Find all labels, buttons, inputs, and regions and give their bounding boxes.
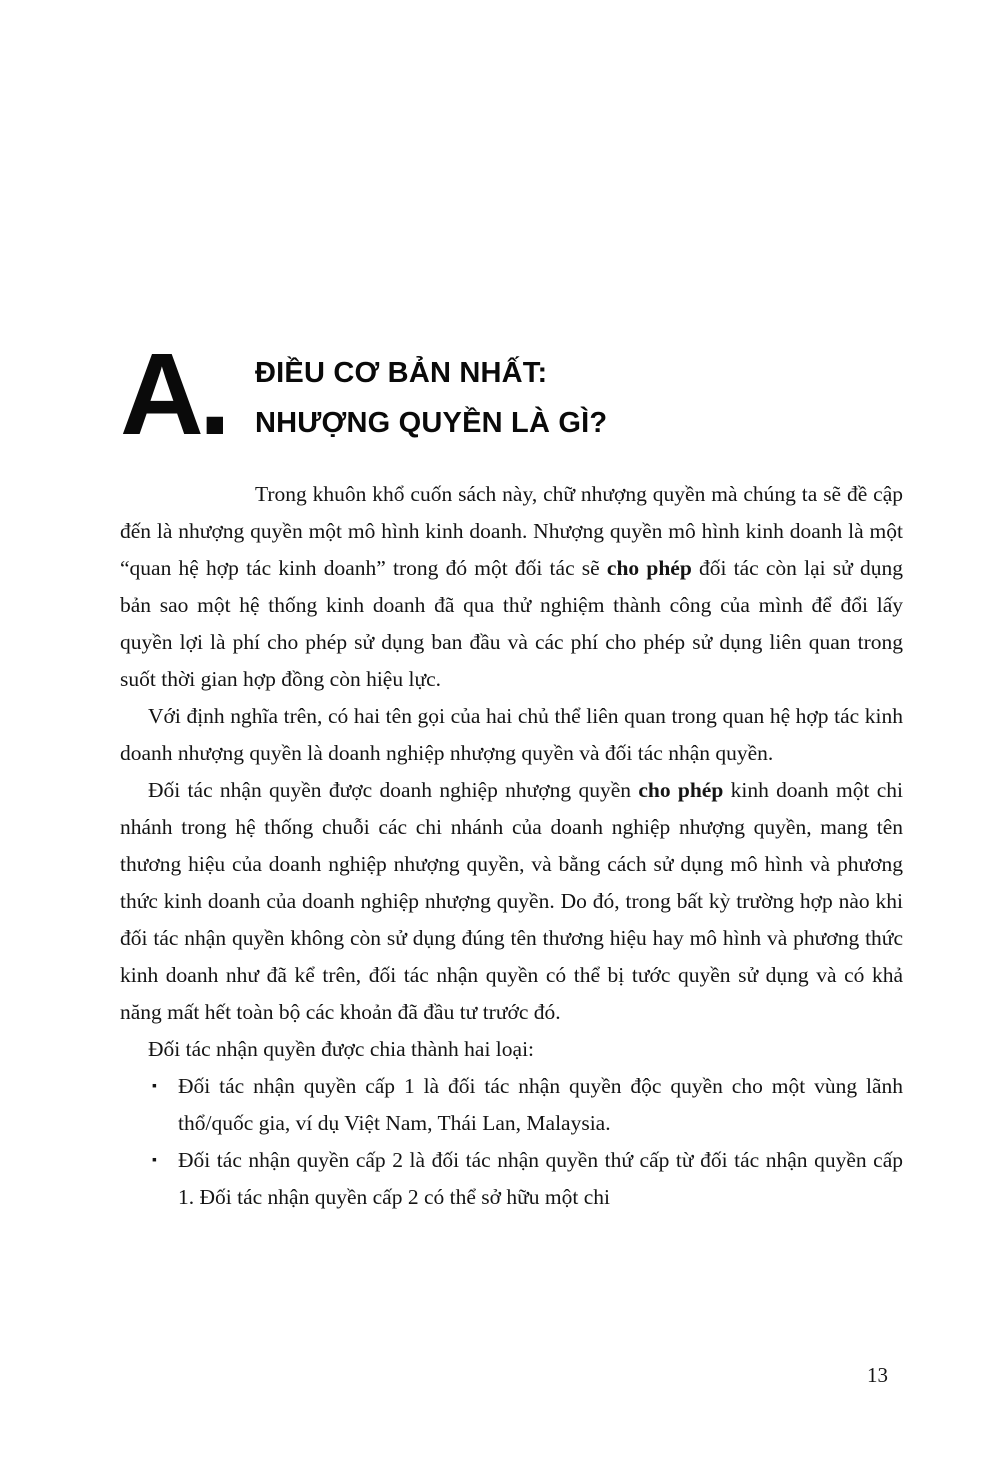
chapter-title-line-1: ĐIỀU CƠ BẢN NHẤT: xyxy=(255,357,548,389)
paragraph-text: Đối tác nhận quyền được doanh nghiệp nhượng quyền xyxy=(148,778,639,802)
list-item xyxy=(120,1142,903,1216)
page-number: 13 xyxy=(867,1363,888,1387)
paragraph-2: Với định nghĩa trên, có hai tên gọi của hai chủ thể liên quan trong quan hệ hợp tác kinh doanh nhượng quyền là doanh nghiệp nhượng quyền và đối tác nhận quyền. xyxy=(120,704,903,765)
chapter-title xyxy=(255,338,607,448)
chapter-title-line-2: NHƯỢNG QUYỀN LÀ GÌ? xyxy=(255,407,608,439)
bullet-square-icon: ▪ xyxy=(152,1153,157,1168)
bold-term: cho phép xyxy=(606,556,692,580)
paragraph-3 xyxy=(120,772,903,1031)
paragraph-text: Trong khuôn khổ cuốn sách này, chữ nhượng quyền mà chúng ta sẽ đề cập đến là nhượng quyền một mô hình kinh doanh. Nhượng quyền mô hình kinh doanh là một “quan hệ hợp tác kinh doanh” trong đó một đối tác sẽ xyxy=(120,482,903,580)
paragraph-1 xyxy=(120,476,903,698)
list-item xyxy=(120,1068,903,1142)
section-letter: A. xyxy=(120,329,226,459)
list-item-text: Đối tác nhận quyền cấp 1 là đối tác nhận quyền độc quyền cho một vùng lãnh thổ/quốc gia, ví dụ Việt Nam, Thái Lan, Malaysia. xyxy=(178,1074,903,1135)
chapter-heading xyxy=(120,329,903,459)
bold-term: cho phép xyxy=(638,778,724,802)
paragraph-4: Đối tác nhận quyền được chia thành hai loại: xyxy=(148,1037,535,1061)
list-item-text: Đối tác nhận quyền cấp 2 là đối tác nhận quyền thứ cấp từ đối tác nhận quyền cấp 1. Đối tác nhận quyền cấp 2 có thể sở hữu một chi xyxy=(178,1148,903,1209)
bullet-square-icon: ▪ xyxy=(152,1079,157,1094)
body-text xyxy=(120,476,903,1216)
paragraph-text: đối tác còn lại sử dụng bản sao một hệ thống kinh doanh đã qua thử nghiệm thành công của mình để đổi lấy quyền lợi là phí cho phép sử dụng ban đầu và các phí cho phép sử dụng liên quan trong suốt thời gian hợp đồng còn hiệu lực. xyxy=(120,556,904,691)
franchisee-type-list xyxy=(120,1068,903,1216)
paragraph-text: kinh doanh một chi nhánh trong hệ thống chuỗi các chi nhánh của doanh nghiệp nhượng quyền, mang tên thương hiệu của doanh nghiệp nhượng quyền, và bằng cách sử dụng mô hình và phương thức kinh doanh của doanh nghiệp nhượng quyền. Do đó, trong bất kỳ trường hợp nào khi đối tác nhận quyền không còn sử dụng đúng tên thương hiệu hay mô hình và phương thức kinh doanh như đã kể trên, đối tác nhận quyền có thể bị tước quyền sử dụng và có khả năng mất hết toàn bộ các khoản đã đầu tư trước đó. xyxy=(120,778,903,1024)
